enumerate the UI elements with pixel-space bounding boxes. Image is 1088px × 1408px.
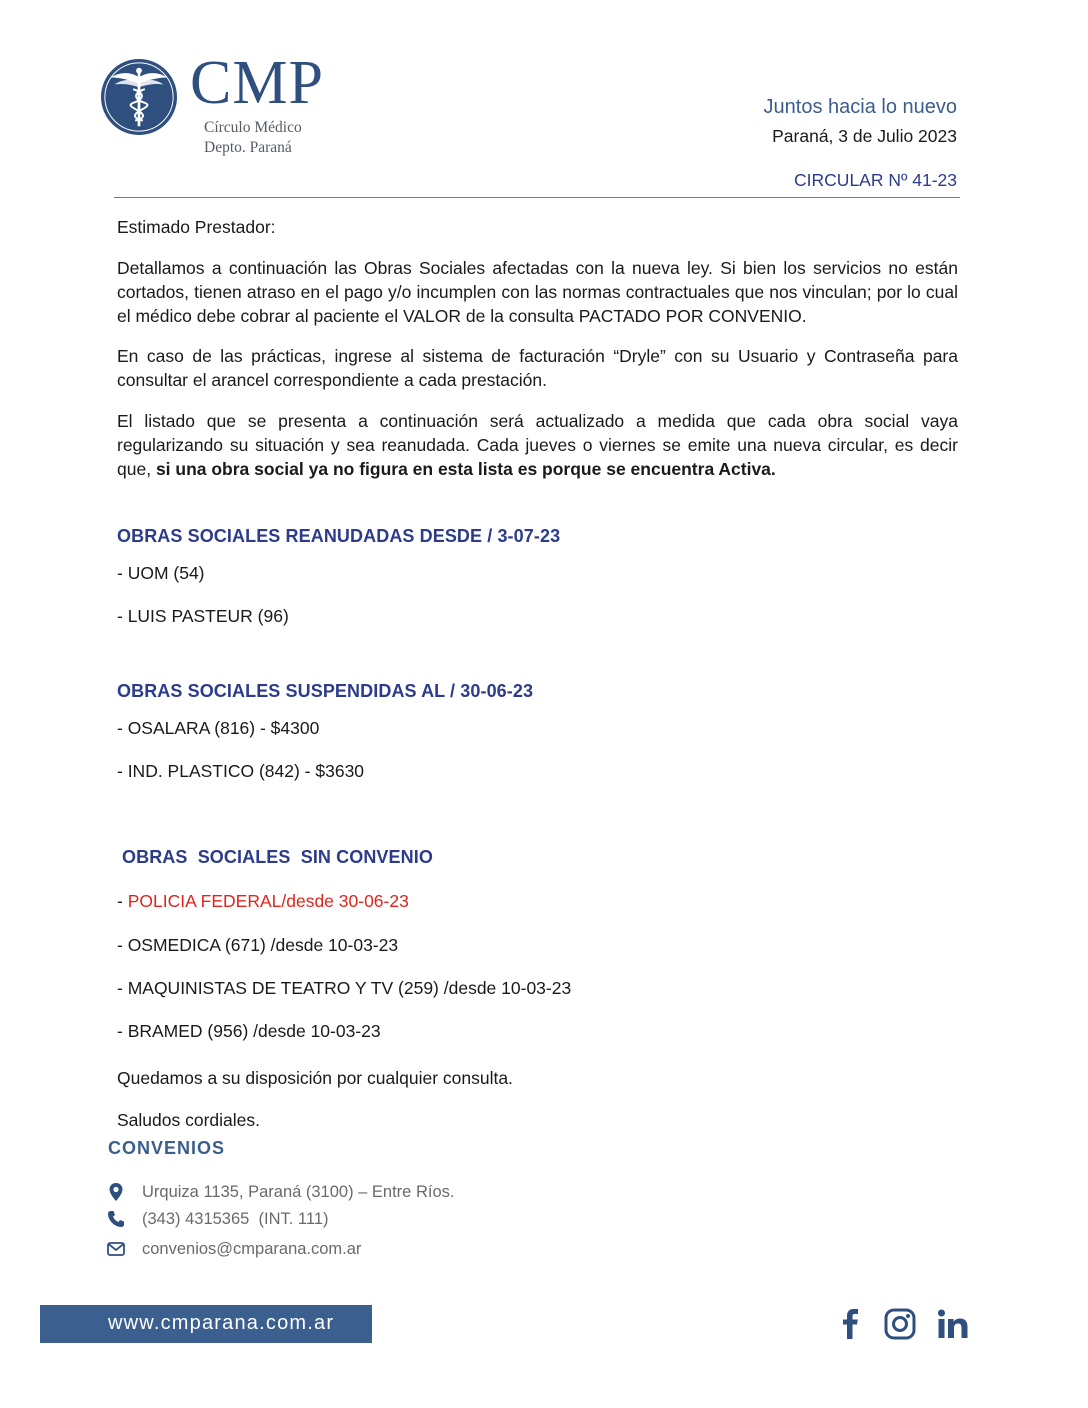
facebook-icon bbox=[838, 1308, 864, 1340]
phone-icon bbox=[106, 1209, 126, 1229]
instagram-icon bbox=[884, 1308, 916, 1340]
list-item: - OSALARA (816) - $4300 bbox=[117, 718, 320, 738]
signoff: Saludos cordiales. bbox=[117, 1110, 260, 1130]
list-item-prefix: - bbox=[117, 891, 128, 911]
list-item-highlighted bbox=[117, 891, 409, 912]
list-item: - IND. PLASTICO (842) - $3630 bbox=[117, 761, 365, 781]
paragraph-3-bold: si una obra social ya no figura en esta lista es porque se encuentra Activa. bbox=[155, 459, 776, 479]
closing-line: Quedamos a su disposición por cualquier consulta. bbox=[117, 1068, 513, 1088]
address-row bbox=[106, 1180, 454, 1204]
linkedin-link[interactable] bbox=[937, 1305, 969, 1343]
list-item: - LUIS PASTEUR (96) bbox=[117, 606, 289, 626]
greeting: Estimado Prestador: bbox=[117, 217, 276, 237]
list-item: - MAQUINISTAS DE TEATRO Y TV (259) /desde 10-03-23 bbox=[117, 978, 572, 998]
address-text: Urquiza 1135, Paraná (3100) – Entre Ríos. bbox=[142, 1182, 455, 1201]
phone-text: (343) 4315365 (INT. 111) bbox=[142, 1209, 329, 1228]
section-title-reanudadas: OBRAS SOCIALES REANUDADAS DESDE / 3-07-23 bbox=[117, 526, 561, 546]
header-divider bbox=[114, 197, 960, 198]
circular-number: CIRCULAR Nº 41-23 bbox=[794, 170, 957, 190]
cmp-logo bbox=[100, 49, 360, 166]
paragraph-2: En caso de las prácticas, ingrese al sistema de facturación “Dryle” con su Usuario y Contraseña para consultar el arancel correspondiente a cada prestación. bbox=[117, 346, 958, 390]
linkedin-icon bbox=[937, 1308, 969, 1340]
logo-subtitle-1: Círculo Médico bbox=[204, 119, 302, 136]
list-item: - UOM (54) bbox=[117, 563, 205, 583]
alert-item-text: POLICIA FEDERAL/desde 30-06-23 bbox=[127, 891, 409, 911]
paragraph-3-text: El listado que se presenta a continuación será actualizado a medida que cada obra social vaya regularizando su situación y sea reanudada. Cada jueves o viernes se emite una nueva circular, es decir que, bbox=[117, 411, 958, 479]
instagram-link[interactable] bbox=[884, 1305, 916, 1343]
facebook-link[interactable] bbox=[838, 1305, 864, 1343]
email-link[interactable]: convenios@cmparana.com.ar bbox=[142, 1239, 362, 1258]
email-icon bbox=[106, 1239, 126, 1259]
website-link[interactable]: www.cmparana.com.ar bbox=[108, 1312, 335, 1334]
convenios-title: CONVENIOS bbox=[108, 1138, 226, 1158]
section-title-sin-convenio: OBRAS SOCIALES SIN CONVENIO bbox=[122, 847, 433, 867]
email-row bbox=[106, 1237, 361, 1261]
section-title-suspendidas: OBRAS SOCIALES SUSPENDIDAS AL / 30-06-23 bbox=[117, 681, 534, 701]
letter-date: Paraná, 3 de Julio 2023 bbox=[772, 126, 957, 146]
logo-subtitle-2: Depto. Paraná bbox=[204, 139, 292, 156]
location-pin-icon bbox=[106, 1182, 126, 1202]
list-item: - BRAMED (956) /desde 10-03-23 bbox=[117, 1021, 381, 1041]
paragraph-3 bbox=[117, 409, 958, 481]
website-banner[interactable] bbox=[40, 1305, 372, 1343]
paragraph-1: Detallamos a continuación las Obras Sociales afectadas con la nueva ley. Si bien los servicios no están cortados, tienen atraso en el pago y/o incumplen con las normas contractuales que nos vinculan; por lo cual el médico debe cobrar al paciente el VALOR de la consulta PACTADO POR CONVENIO. bbox=[117, 258, 958, 326]
phone-row bbox=[106, 1207, 329, 1231]
slogan: Juntos hacia lo nuevo bbox=[763, 96, 957, 118]
caduceus-seal-icon bbox=[100, 58, 178, 136]
list-item: - OSMEDICA (671) /desde 10-03-23 bbox=[117, 935, 399, 955]
logo-acronym: CMP bbox=[190, 49, 324, 117]
